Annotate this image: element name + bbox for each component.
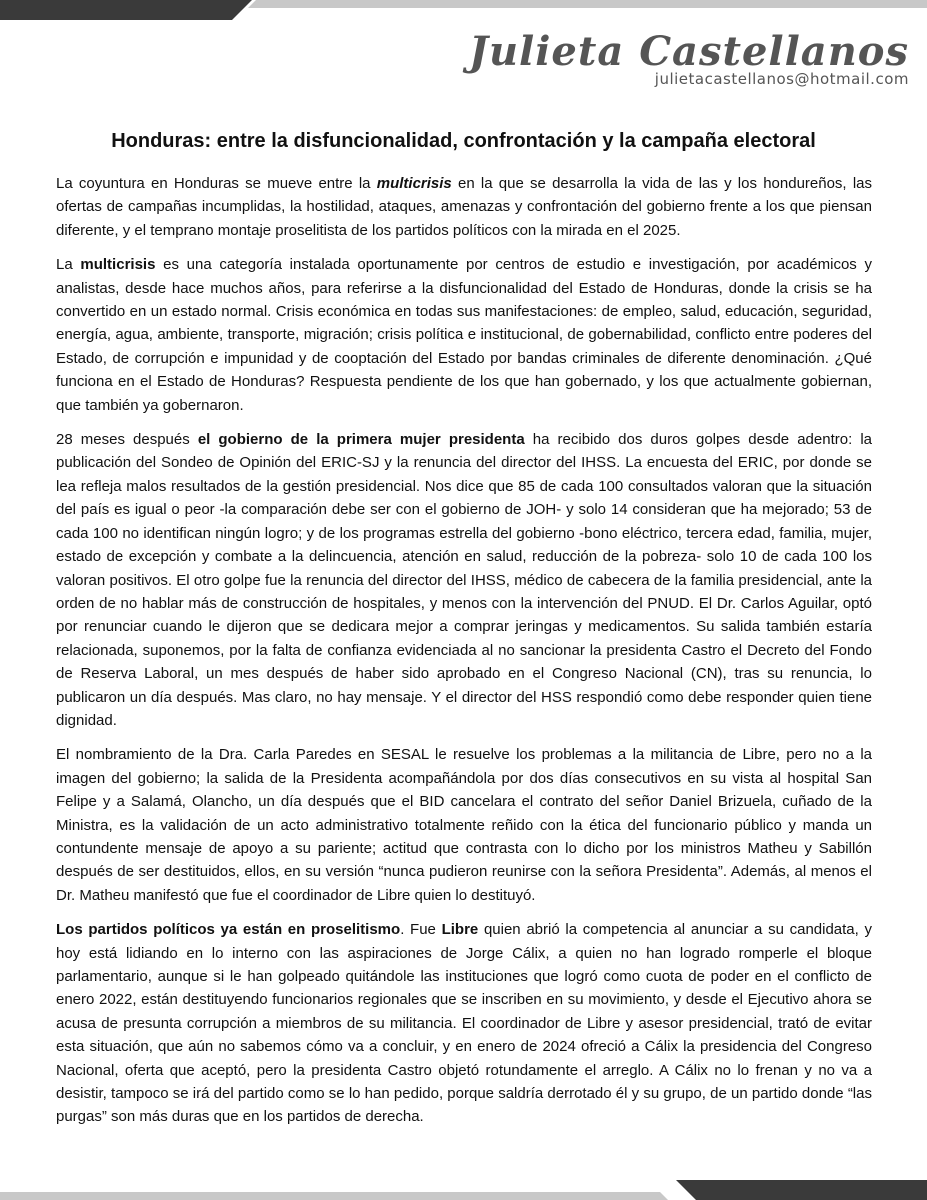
footer-decorative-band (0, 1180, 927, 1200)
emphasis-government: el gobierno de la primera mujer presidenta (197, 431, 525, 449)
author-name: Julieta Castellanos (469, 28, 909, 75)
emphasis-libre: Libre (441, 921, 479, 939)
paragraph-4: El nombramiento de la Dra. Carla Paredes en SESAL le resuelve los problemas a la militancia de Libre, pero no a la imagen del gobierno; la salida de la Presidenta acompañándola por dos días consecutivos en su vista al hospital San Felipe y a Salamá, Olancho, un día después que el BID cancelara el contrato del señor Daniel Brizuela, cuñado de la Ministra, es la validación de un acto administrativo totalmente reñido con la ética del funcionario público y manda un contundente mensaje de apoyo a su pariente; actitud que contrasta con lo dicho por los ministros Matheu y Sabillón después de ser destituidos, ellos, en su versión “nunca pudieron reunirse con la señora Presidenta”. Además, al menos el Dr. Matheu manifestó que fue el coordinador de Libre quien lo destituyó. (56, 746, 872, 904)
paragraph-5: Los partidos políticos ya están en proselitismo. Fue Libre quien abrió la competencia al anunciar a su candidata, y hoy está lidiando en lo interno con las aspiraciones de Jorge Cálix, a quien no han logrado romperle el bloque parlamentario, aunque si le han golpeado quitándole las instituciones que logró como cuota de poder en el conflicto de enero 2022, están destituyendo funcionarios regionales que se inscriben en su movimiento, y desde el Ejecutivo ahora se acusa de presunta corrupción a miembros de su militancia. El coordinador de Libre y asesor presidencial, trató de evitar esta situación, que aún no sabemos cómo va a concluir, y en enero de 2024 ofreció a Cálix la presidencia del Congreso Nacional, oferta que aceptó, pero la presidenta Castro objetó rotundamente el arreglo. A Cálix no lo frenan y no va a desistir, tampoco se irá del partido como se lo han pedido, porque saldría derrotado él y su grupo, de un partido donde “las purgas” son más duras que en los partidos de derecha. (56, 921, 873, 1126)
author-email: julietacastellanos@hotmail.com (654, 70, 909, 88)
author-brand (469, 30, 909, 88)
paragraph-2: La multicrisis es una categoría instalada oportunamente por centros de estudio e investigación, por académicos y analistas, desde hace muchos años, para referirse a la disfuncionalidad del Estado de Honduras, donde la crisis se ha convertido en un estado normal. Crisis económica en todas sus manifestaciones: de empleo, salud, educación, seguridad, energía, agua, ambiente, transporte, migración; crisis política e institucional, de gobernabilidad, conflicto entre poderes del Estado, de corrupción e impunidad y de cooptación del Estado por bandas criminales de diferente denominación. ¿Qué funciona en el Estado de Honduras? Respuesta pendiente de los que han gobernado, y los que actualmente gobiernan, que también ya gobernaron. (56, 256, 872, 414)
paragraph-3: 28 meses después el gobierno de la primera mujer presidenta ha recibido dos duros golpes desde adentro: la publicación del Sondeo de Opinión del ERIC-SJ y la renuncia del director del IHSS. La encuesta del ERIC, por donde se lea refleja malos resultados de la gestión presidencial. Nos dice que 85 de cada 100 consultados valoran que la situación del país es igual o peor -la comparación debe ser con el gobierno de JOH- y solo 14 consideran que ha mejorado; 53 de cada 100 no identifican ningún logro; y de los programas estrella del gobierno -bono eléctrico, tercera edad, familia, mujer, estado de excepción y combate a la delincuencia, atención en salud, reducción de la pobreza- solo 10 de cada 100 los valoran positivos. El otro golpe fue la renuncia del director del IHSS, médico de cabecera de la familia presidencial, ante la orden de no hablar más de construcción de hospitales, y menos con la intervención del PNUD. El Dr. Carlos Aguilar, optó por renunciar cuando le dijeron que se dedicara mejor a comprar jeringas y medicamentos. Su salida también estaría relacionada, suponemos, por la falta de confianza evidenciada al no sancionar la presidenta Castro el Decreto del Fondo de Reserva Laboral, un mes después de haber sido aprobado en el Congreso Nacional (CN), tras su renuncia, lo publicaron un día después. Mas claro, no hay mensaje. Y el director del HSS respondió como debe responder quien tiene dignidad. (56, 431, 872, 729)
emphasis-multicrisis: multicrisis (376, 175, 452, 192)
document-title: Honduras: entre la disfuncionalidad, confrontación y la campaña electoral (111, 130, 816, 152)
header-decorative-band (0, 0, 927, 20)
document-body (56, 172, 872, 1140)
paragraph-1: La coyuntura en Honduras se mueve entre la multicrisis en la que se desarrolla la vida de las y los hondureños, las ofertas de campañas incumplidas, la hostilidad, ataques, amenazas y confrontación del gobierno frente a los que piensan diferente, y el temprano montaje proselitista de los partidos políticos con la mirada en el 2025. (56, 175, 872, 239)
emphasis-parties: Los partidos políticos ya están en proselitismo (56, 921, 401, 939)
emphasis-multicrisis-2: multicrisis (80, 256, 156, 274)
